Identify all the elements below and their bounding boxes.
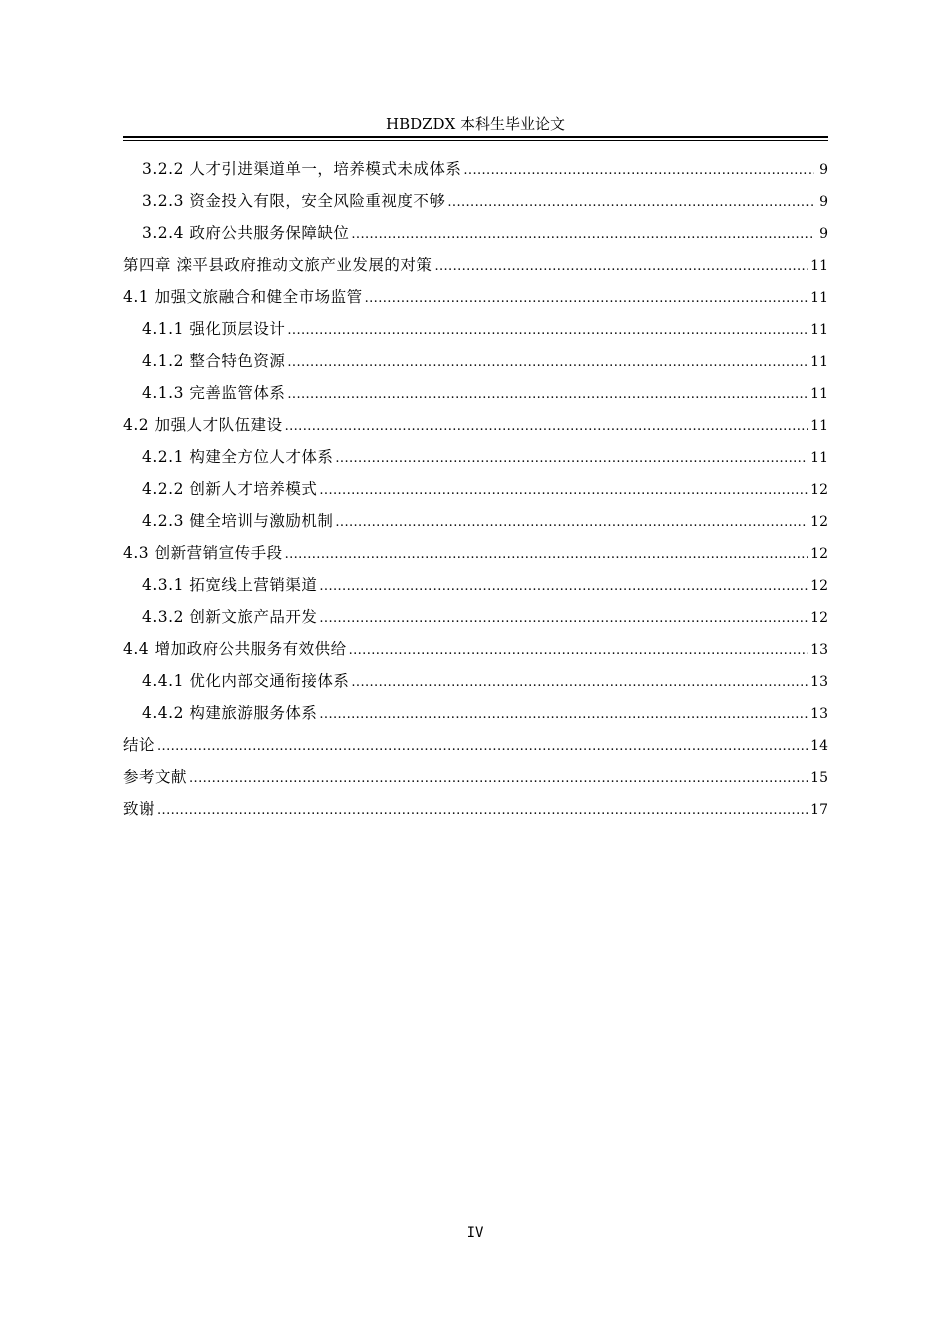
toc-entry-label: 3.2.4 政府公共服务保障缺位 (142, 224, 350, 242)
toc-page-number: 11 (810, 354, 828, 370)
toc-entry-label: 4.2 加强人才队伍建设 (123, 416, 283, 434)
toc-entry-conclusion[interactable] (123, 729, 828, 761)
toc-entry-label: 3.2.3 资金投入有限，安全风险重视度不够 (142, 192, 446, 210)
toc-entry-label: 4.1.3 完善监管体系 (142, 384, 286, 402)
toc-leader (287, 379, 808, 411)
toc-entry[interactable] (123, 537, 828, 569)
toc-entry-label: 参考文献 (123, 768, 188, 786)
toc-leader (285, 411, 809, 443)
toc-entry-label: 4.1 加强文旅融合和健全市场监管 (123, 288, 363, 306)
toc-entry-chapter[interactable] (123, 249, 828, 281)
toc-page-number: 11 (810, 290, 828, 306)
toc-page-number: 11 (810, 386, 828, 402)
toc-entry[interactable] (123, 409, 828, 441)
header-rule-thin (123, 140, 828, 141)
toc-leader (285, 539, 809, 571)
toc-page-number: 12 (810, 578, 828, 594)
toc-leader (335, 443, 808, 475)
toc-entry-label: 4.2.1 构建全方位人才体系 (142, 448, 334, 466)
toc-leader (157, 795, 808, 827)
toc-page-number: 14 (810, 738, 828, 754)
toc-entry-label: 4.2.2 创新人才培养模式 (142, 480, 318, 498)
toc-leader (287, 315, 808, 347)
toc-entry[interactable] (123, 153, 828, 185)
toc-entry-acknowledgements[interactable] (123, 793, 828, 825)
toc-page-number: 15 (810, 770, 828, 786)
toc-entry[interactable] (123, 633, 828, 665)
toc-entry[interactable] (123, 697, 828, 729)
toc-page-number: 12 (810, 546, 828, 562)
toc-page-number: 9 (819, 162, 828, 178)
toc-entry-label: 4.4.1 优化内部交通衔接体系 (142, 672, 350, 690)
toc-page-number: 12 (810, 610, 828, 626)
toc-leader (319, 475, 808, 507)
header-rule-thick (123, 136, 828, 138)
toc-leader (157, 731, 808, 763)
toc-entry-label: 4.4.2 构建旅游服务体系 (142, 704, 318, 722)
toc-entry-label: 第四章 滦平县政府推动文旅产业发展的对策 (123, 256, 433, 274)
toc-leader (319, 571, 808, 603)
toc-leader (319, 699, 808, 731)
toc-entry-label: 4.1.1 强化顶层设计 (142, 320, 286, 338)
toc-page-number: 13 (810, 674, 828, 690)
toc-page-number: 12 (810, 514, 828, 530)
toc-entry[interactable] (123, 185, 828, 217)
toc-entry[interactable] (123, 473, 828, 505)
toc-leader (447, 187, 814, 219)
toc-entry[interactable] (123, 345, 828, 377)
toc-leader (335, 507, 808, 539)
toc-leader (434, 251, 808, 283)
toc-entry-label: 4.4 增加政府公共服务有效供给 (123, 640, 347, 658)
toc-entry[interactable] (123, 377, 828, 409)
toc-leader (319, 603, 808, 635)
toc-page-number: 11 (810, 450, 828, 466)
toc-page-number: 13 (810, 706, 828, 722)
toc-entry-label: 3.2.2 人才引进渠道单一，培养模式未成体系 (142, 160, 462, 178)
toc-page-number: 12 (810, 482, 828, 498)
toc-leader (351, 667, 808, 699)
toc-entry-label: 4.2.3 健全培训与激励机制 (142, 512, 334, 530)
toc-entry[interactable] (123, 601, 828, 633)
toc-entry-label: 结论 (123, 736, 156, 754)
toc-entry-references[interactable] (123, 761, 828, 793)
toc-entry[interactable] (123, 505, 828, 537)
toc-entry-label: 4.3 创新营销宣传手段 (123, 544, 283, 562)
toc-page-number: 11 (810, 418, 828, 434)
toc-entry-label: 致谢 (123, 800, 156, 818)
page-header: HBDZDX 本科生毕业论文 (385, 115, 566, 133)
toc-page-number: 13 (810, 642, 828, 658)
toc-page-number: 17 (810, 802, 828, 818)
page-number-footer: IV (466, 1225, 484, 1241)
toc-entry[interactable] (123, 665, 828, 697)
toc-leader (349, 635, 809, 667)
toc-leader (189, 763, 808, 795)
toc-page-number: 11 (810, 258, 828, 274)
toc-page-number: 11 (810, 322, 828, 338)
toc-leader (365, 283, 809, 315)
toc-leader (351, 219, 814, 251)
toc-leader (463, 155, 814, 187)
toc-entry[interactable] (123, 281, 828, 313)
toc-entry[interactable] (123, 441, 828, 473)
toc-entry-label: 4.3.1 拓宽线上营销渠道 (142, 576, 318, 594)
toc-entry-label: 4.3.2 创新文旅产品开发 (142, 608, 318, 626)
toc-entry[interactable] (123, 217, 828, 249)
toc-page-number: 9 (819, 194, 828, 210)
toc-entry[interactable] (123, 569, 828, 601)
table-of-contents (123, 153, 828, 825)
toc-entry[interactable] (123, 313, 828, 345)
toc-entry-label: 4.1.2 整合特色资源 (142, 352, 286, 370)
toc-leader (287, 347, 808, 379)
toc-page-number: 9 (819, 226, 828, 242)
